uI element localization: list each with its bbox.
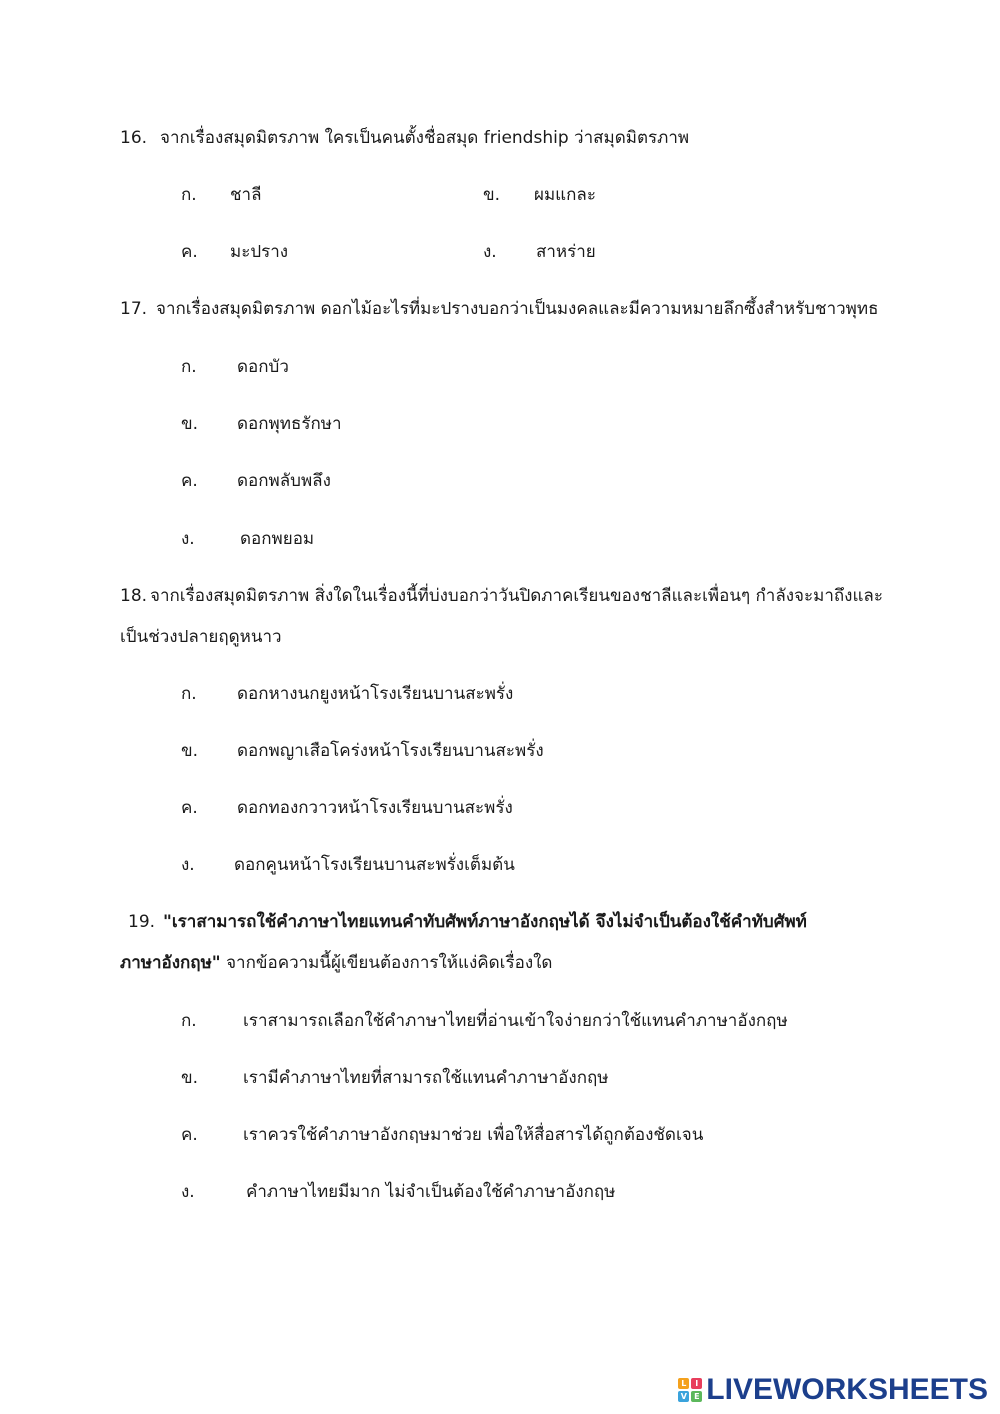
liveworksheets-logo xyxy=(678,1374,988,1406)
q19-option-d-text[interactable]: คำภาษาไทยมีมาก ไม่จำเป็นต้องใช้คำภาษาอังกฤษ xyxy=(246,1182,616,1202)
q17-option-c-text[interactable]: ดอกพลับพลึง xyxy=(237,471,331,491)
q19-option-b-letter: ข. xyxy=(181,1068,199,1088)
q18-option-b-text[interactable]: ดอกพญาเสือโคร่งหน้าโรงเรียนบานสะพรั่ง xyxy=(237,741,544,761)
question-19-number: 19. xyxy=(128,912,156,932)
question-19-quote-line1: "เราสามารถใช้คำภาษาไทยแทนคำทับศัพท์ภาษาอังกฤษได้ จึงไม่จำเป็นต้องใช้คำทับศัพท์ xyxy=(163,912,807,932)
q18-option-a-text[interactable]: ดอกหางนกยูงหน้าโรงเรียนบานสะพรั่ง xyxy=(237,684,514,704)
question-16-text: จากเรื่องสมุดมิตรภาพ ใครเป็นคนตั้งชื่อสมุด friendship ว่าสมุดมิตรภาพ xyxy=(160,128,690,148)
logo-tiles-icon xyxy=(678,1378,702,1402)
q16-option-b-letter: ข. xyxy=(483,185,501,205)
logo-tile-i: I xyxy=(691,1378,702,1389)
q19-option-a-letter: ก. xyxy=(181,1011,197,1031)
q17-option-d-letter: ง. xyxy=(181,529,195,549)
logo-tile-v: V xyxy=(678,1391,689,1402)
q17-option-d-text[interactable]: ดอกพยอม xyxy=(240,529,315,549)
q19-option-c-letter: ค. xyxy=(181,1125,198,1145)
q16-option-d-letter: ง. xyxy=(483,242,497,262)
q16-option-a-text[interactable]: ชาลี xyxy=(230,185,262,205)
question-18-text-line2: เป็นช่วงปลายฤดูหนาว xyxy=(120,627,282,647)
q18-option-b-letter: ข. xyxy=(181,741,199,761)
q16-option-a-letter: ก. xyxy=(181,185,197,205)
q17-option-b-text[interactable]: ดอกพุทธรักษา xyxy=(237,414,342,434)
q19-option-d-letter: ง. xyxy=(181,1182,195,1202)
q18-option-c-letter: ค. xyxy=(181,798,198,818)
question-18-number: 18. xyxy=(120,586,148,606)
question-17-text: จากเรื่องสมุดมิตรภาพ ดอกไม้อะไรที่มะปรางบอกว่าเป็นมงคลและมีความหมายลึกซึ้งสำหรับชาวพุทธ xyxy=(156,299,879,319)
q17-option-a-text[interactable]: ดอกบัว xyxy=(237,357,289,377)
q16-option-b-text[interactable]: ผมแกละ xyxy=(534,185,596,205)
logo-tile-l: L xyxy=(678,1378,689,1389)
q16-option-c-text[interactable]: มะปราง xyxy=(230,242,289,262)
q17-option-c-letter: ค. xyxy=(181,471,198,491)
question-18-text-line1: จากเรื่องสมุดมิตรภาพ สิ่งใดในเรื่องนี้ที่บ่งบอกว่าวันปิดภาคเรียนของชาลีและเพื่อนๆ กำลังจะมาถึงและ xyxy=(150,586,883,606)
q17-option-a-letter: ก. xyxy=(181,357,197,377)
q18-option-c-text[interactable]: ดอกทองกวาวหน้าโรงเรียนบานสะพรั่ง xyxy=(237,798,513,818)
question-16-number: 16. xyxy=(120,128,148,148)
q19-option-b-text[interactable]: เรามีคำภาษาไทยที่สามารถใช้แทนคำภาษาอังกฤษ xyxy=(243,1068,609,1088)
logo-tile-e: E xyxy=(691,1391,702,1402)
question-19-prompt: จากข้อความนี้ผู้เขียนต้องการให้แง่คิดเรื่องใด xyxy=(220,953,553,973)
question-19-quote-line2: ภาษาอังกฤษ" xyxy=(120,953,221,973)
q19-option-a-text[interactable]: เราสามารถเลือกใช้คำภาษาไทยที่อ่านเข้าใจง่ายกว่าใช้แทนคำภาษาอังกฤษ xyxy=(243,1011,788,1031)
q16-option-c-letter: ค. xyxy=(181,242,198,262)
question-17-number: 17. xyxy=(120,299,148,319)
logo-text: LIVEWORKSHEETS xyxy=(706,1373,988,1406)
question-19-line2 xyxy=(120,951,552,975)
q18-option-d-letter: ง. xyxy=(181,855,195,875)
q17-option-b-letter: ข. xyxy=(181,414,199,434)
q18-option-d-text[interactable]: ดอกคูนหน้าโรงเรียนบานสะพรั่งเต็มต้น xyxy=(234,855,515,875)
q16-option-d-text[interactable]: สาหร่าย xyxy=(536,242,596,262)
q18-option-a-letter: ก. xyxy=(181,684,197,704)
q19-option-c-text[interactable]: เราควรใช้คำภาษาอังกฤษมาช่วย เพื่อให้สื่อสารได้ถูกต้องชัดเจน xyxy=(243,1125,704,1145)
